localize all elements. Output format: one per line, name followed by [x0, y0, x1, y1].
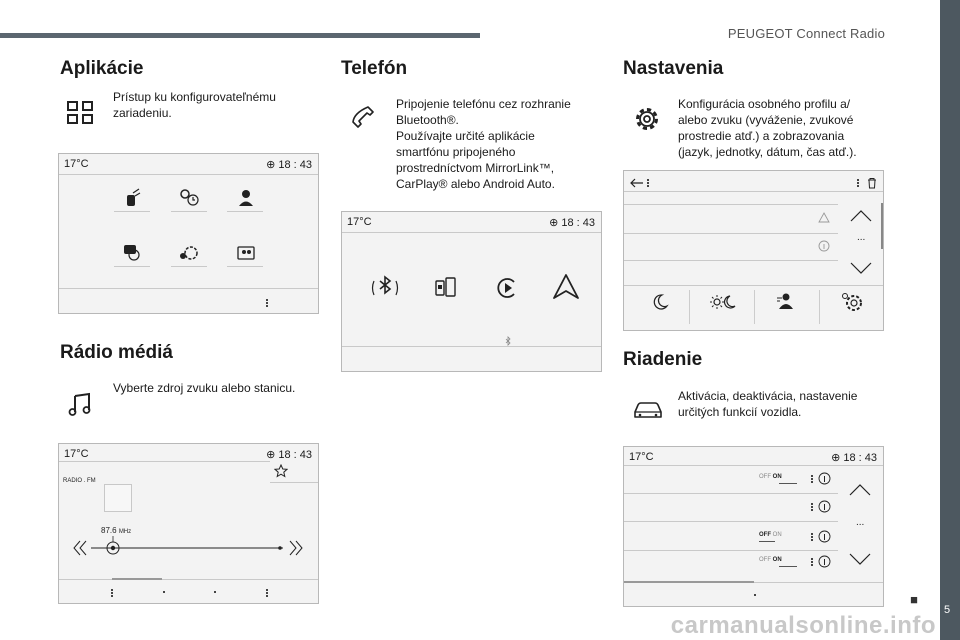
gps-icon: ⊕: [549, 217, 559, 229]
bluetooth-phone-icon[interactable]: [370, 273, 400, 303]
section-title-settings: Nastavenia: [623, 58, 724, 79]
music-note-icon: [68, 392, 94, 416]
list-more-indicator: ...: [857, 232, 866, 243]
settings-screen: [623, 170, 884, 331]
toggle-row-1[interactable]: OFF ON: [759, 474, 782, 480]
watermark: carmanualsonline.info: [670, 612, 936, 639]
list-more-indicator: ...: [856, 517, 865, 528]
clock: ⊕ 18 : 43: [266, 159, 312, 171]
row-2-info-icon[interactable]: [818, 500, 831, 513]
radio-band: RADIO . FM: [63, 478, 96, 484]
controls-screen: [623, 446, 884, 607]
favorite-star-icon[interactable]: [274, 464, 288, 478]
apps-screen: [58, 153, 319, 314]
page-number: 5: [944, 604, 951, 616]
temperature: 17°C: [347, 216, 372, 228]
row-1-info-icon[interactable]: [818, 472, 831, 485]
frequency-tuner-slider[interactable]: [73, 536, 303, 560]
messages-icon[interactable]: [121, 242, 145, 264]
scrollbar[interactable]: [881, 203, 883, 249]
side-strip: [940, 0, 960, 640]
section-title-apps: Aplikácie: [60, 58, 144, 79]
station-artwork: [104, 484, 132, 512]
phone-handset-icon: [350, 104, 376, 130]
trash-icon[interactable]: [866, 177, 878, 189]
connected-apps-icon[interactable]: [121, 187, 143, 209]
toggle-row-3[interactable]: OFF ON: [759, 532, 782, 538]
app-clock-icon[interactable]: [177, 187, 201, 209]
header-bar: [0, 33, 480, 38]
day-night-icon[interactable]: [709, 292, 737, 312]
clock: ⊕ 18 : 43: [831, 452, 877, 464]
temperature: 17°C: [629, 451, 654, 463]
night-mode-icon[interactable]: [650, 292, 670, 312]
android-auto-icon[interactable]: [551, 272, 581, 302]
car-icon: [632, 398, 664, 422]
temperature: 17°C: [64, 158, 89, 170]
mirrorlink-icon[interactable]: [431, 273, 461, 303]
settings-description: Konfigurácia osobného profilu a/ alebo zvuku (vyváženie, zvukové prostredie atď.) a zobrazovania (jazyk, jednotky, dátum, čas atď.).: [678, 97, 857, 159]
section-title-driving: Riadenie: [623, 349, 703, 370]
scroll-down-icon[interactable]: [850, 261, 872, 275]
warning-icon: [818, 212, 830, 224]
header-title: PEUGEOT Connect Radio: [727, 26, 885, 41]
gps-icon: ⊕: [266, 159, 276, 171]
profile-icon[interactable]: [774, 291, 794, 311]
section-title-radio: Rádio médiá: [60, 342, 173, 363]
row-3-info-icon[interactable]: [818, 530, 831, 543]
info-icon: [818, 240, 830, 252]
settings-gear-icon: [632, 104, 662, 134]
radio-screen: [58, 443, 319, 604]
gps-icon: ⊕: [266, 449, 276, 461]
phone-screen: [341, 211, 602, 372]
app-settings-icon[interactable]: [177, 242, 201, 264]
clock: ⊕ 18 : 43: [266, 449, 312, 461]
section-title-phone: Telefón: [341, 58, 408, 79]
scroll-up-icon[interactable]: [849, 483, 871, 497]
frequency-readout: 87.6 MHz: [101, 526, 132, 535]
temperature: 17°C: [64, 448, 89, 460]
back-arrow-icon[interactable]: [629, 177, 645, 189]
gps-icon: ⊕: [831, 452, 841, 464]
page-end-mark: ■: [910, 592, 918, 607]
row-4-info-icon[interactable]: [818, 555, 831, 568]
scroll-down-icon[interactable]: [849, 552, 871, 566]
toggle-row-4[interactable]: OFF ON: [759, 557, 782, 563]
clock: ⊕ 18 : 43: [549, 217, 595, 229]
system-settings-icon[interactable]: [840, 291, 864, 313]
bluetooth-status-icon: [504, 336, 512, 346]
scroll-up-icon[interactable]: [850, 209, 872, 223]
carplay-icon[interactable]: [492, 273, 522, 303]
apps-description: Prístup ku konfigurovateľnému zariadeniu.: [113, 90, 276, 120]
contacts-card-icon[interactable]: [235, 242, 257, 264]
apps-grid-icon: [66, 100, 96, 126]
driving-description: Aktivácia, deaktivácia, nastavenie určitých funkcií vozidla.: [678, 389, 858, 419]
phone-description: Pripojenie telefónu cez rozhranie Bluetooth®. Používajte určité aplikácie smartfónu pripojeného prostredníctvom MirrorLink™, CarPlay® alebo Android Auto.: [396, 97, 571, 191]
radio-description: Vyberte zdroj zvuku alebo stanicu.: [113, 381, 296, 395]
user-profile-icon[interactable]: [235, 187, 257, 209]
